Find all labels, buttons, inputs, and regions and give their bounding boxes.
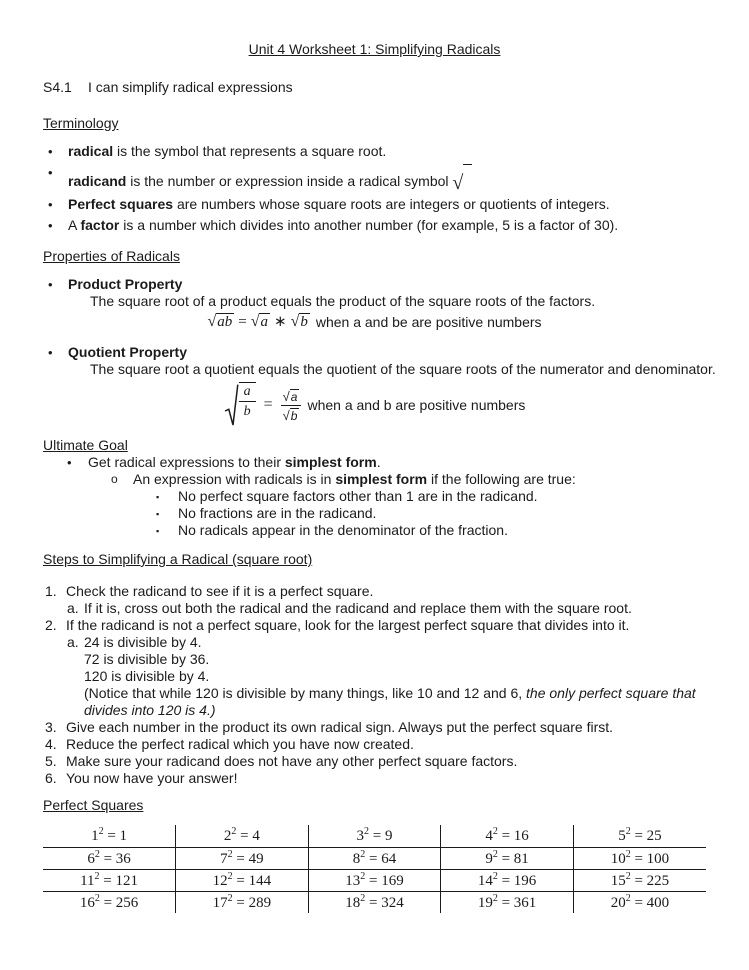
goal-line-1: • Get radical expressions to their simplest form. <box>67 454 381 470</box>
perfect-square-cell: $5^2 = 25$ <box>573 825 706 847</box>
perfect-square-cell: $17^2 = 289$ <box>176 891 309 913</box>
perfect-squares-table-body <box>43 825 706 913</box>
square-bullet-icon: ▪ <box>156 492 160 502</box>
sqrt-ab: √ab <box>207 313 233 330</box>
table-row <box>43 847 706 869</box>
step-2-notice: (Notice that while 120 is divisible by many things, like 10 and 12 and 6, the only perfect square that divides into 120 is 4.) <box>84 685 696 718</box>
product-property-description: The square root of a product equals the product of the square roots of the factors. <box>90 293 596 309</box>
perfect-squares-table <box>43 825 706 913</box>
terminology-item-radicand: • radicand is the number or expression inside a radical symbol √ <box>43 164 706 192</box>
page-title: Unit 4 Worksheet 1: Simplifying Radicals <box>248 41 501 57</box>
terminology-list <box>43 143 706 234</box>
bullet-icon: • <box>48 345 53 360</box>
worksheet-document <box>43 40 716 913</box>
quotient-property-block <box>43 344 716 430</box>
ultimate-goal-heading: Ultimate Goal <box>43 437 128 453</box>
bullet-icon: • <box>48 277 53 292</box>
perfect-square-cell: $10^2 = 100$ <box>573 847 706 869</box>
perfect-square-cell: $20^2 = 400$ <box>610 892 670 911</box>
perfect-square-cell: $16^2 = 256$ <box>43 891 176 913</box>
ultimate-goal-section <box>43 436 706 539</box>
product-property-block <box>43 276 706 334</box>
sqrt-a: √a <box>250 313 268 330</box>
terminology-heading: Terminology <box>43 115 119 131</box>
quotient-property-description: The square root a quotient equals the quotient of the square roots of the numerator and denominator. <box>90 361 716 377</box>
terminology-item-radical: • radical is the symbol that represents a square root. <box>48 143 387 159</box>
step-5: 5. Make sure your radicand does not have any other perfect square factors. <box>45 753 518 769</box>
goal-condition-2: ▪ No fractions are in the radicand. <box>156 505 377 521</box>
perfect-square-cell: $7^2 = 49$ <box>176 847 309 869</box>
step-6: 6. You now have your answer! <box>45 770 238 786</box>
fraction-sqrt-a-over-sqrt-b: $\frac{√a}{√b}$ <box>281 388 302 423</box>
perfect-square-cell: $3^2 = 9$ <box>308 825 441 847</box>
sqrt-fraction-a-over-b: a b <box>224 382 256 429</box>
square-bullet-icon: ▪ <box>156 509 160 519</box>
perfect-square-cell: $19^2 = 361$ <box>441 891 574 913</box>
standard-line <box>43 78 706 96</box>
bullet-icon: • <box>67 455 72 470</box>
steps-list <box>43 583 706 787</box>
circle-bullet-icon: o <box>111 472 118 486</box>
goal-condition-1: ▪ No perfect square factors other than 1 are in the radicand. <box>156 488 538 504</box>
perfect-square-cell: $9^2 = 81$ <box>441 847 574 869</box>
goal-line-2: o An expression with radicals is in simplest form if the following are true: <box>111 471 576 487</box>
perfect-square-cell: $11^2 = 121$ <box>43 869 176 891</box>
perfect-square-cell: $8^2 = 64$ <box>308 847 441 869</box>
perfect-square-cell: $14^2 = 196$ <box>441 869 574 891</box>
perfect-square-cell: $15^2 = 225$ <box>573 869 706 891</box>
standard-code: S4.1 <box>43 79 72 95</box>
step-1: 1. Check the radicand to see if it is a perfect square. <box>45 583 374 599</box>
table-row <box>43 869 706 891</box>
perfect-square-cell: $13^2 = 169$ <box>308 869 441 891</box>
quotient-property-formula: a b = $\frac{√a}{√b}$ when a and b are positive numbers <box>43 380 706 430</box>
perfect-square-cell: $1^2 = 1$ <box>43 825 176 847</box>
product-property-formula: √ab = √a ∗ √b when a and be are positive numbers <box>43 310 706 334</box>
quotient-formula-note: when a and b are positive numbers <box>307 397 526 413</box>
steps-heading: Steps to Simplifying a Radical (square root) <box>43 551 313 567</box>
perfect-square-cell: $2^2 = 4$ <box>176 825 309 847</box>
step-4: 4. Reduce the perfect radical which you have now created. <box>45 736 414 752</box>
step-3: 3. Give each number in the product its own radical sign. Always put the perfect square first. <box>45 719 614 735</box>
perfect-square-cell: $18^2 = 324$ <box>308 891 441 913</box>
table-row <box>43 825 706 847</box>
table-row <box>43 891 706 913</box>
properties-heading: Properties of Radicals <box>43 248 180 264</box>
step-2: 2. If the radicand is not a perfect square, look for the largest perfect square that divides into it. <box>45 617 630 633</box>
perfect-square-cell: $6^2 = 36$ <box>43 847 176 869</box>
square-bullet-icon: ▪ <box>156 526 160 536</box>
quotient-property-name: • Quotient Property <box>48 344 188 360</box>
terminology-item-factor: • A factor is a number which divides into another number (for example, 5 is a factor of 30). <box>48 217 619 233</box>
product-formula-note: when a and be are positive numbers <box>315 314 542 330</box>
big-radical-icon <box>224 383 239 429</box>
radical-symbol-icon: √ <box>452 173 472 189</box>
step-1a: a. If it is, cross out both the radical and the radicand and replace them with the square root. <box>67 600 632 616</box>
sqrt-b: √b <box>290 313 308 330</box>
product-property-name: • Product Property <box>48 276 183 292</box>
step-2-example-72: 72 is divisible by 36. <box>84 651 210 667</box>
step-2a: a. 24 is divisible by 4. <box>67 634 202 650</box>
bullet-icon: • <box>48 165 53 180</box>
bullet-icon: • <box>48 197 53 212</box>
bullet-icon: • <box>48 144 53 159</box>
standard-text: I can simplify radical expressions <box>88 79 293 95</box>
perfect-square-cell: $12^2 = 144$ <box>176 869 309 891</box>
goal-condition-3: ▪ No radicals appear in the denominator of the fraction. <box>156 522 508 538</box>
perfect-square-cell: $4^2 = 16$ <box>441 825 574 847</box>
step-2-example-120: 120 is divisible by 4. <box>84 668 210 684</box>
bullet-icon: • <box>48 218 53 233</box>
terminology-item-perfect-squares: • Perfect squares are numbers whose square roots are integers or quotients of integers. <box>48 196 610 212</box>
perfect-squares-heading: Perfect Squares <box>43 797 144 813</box>
